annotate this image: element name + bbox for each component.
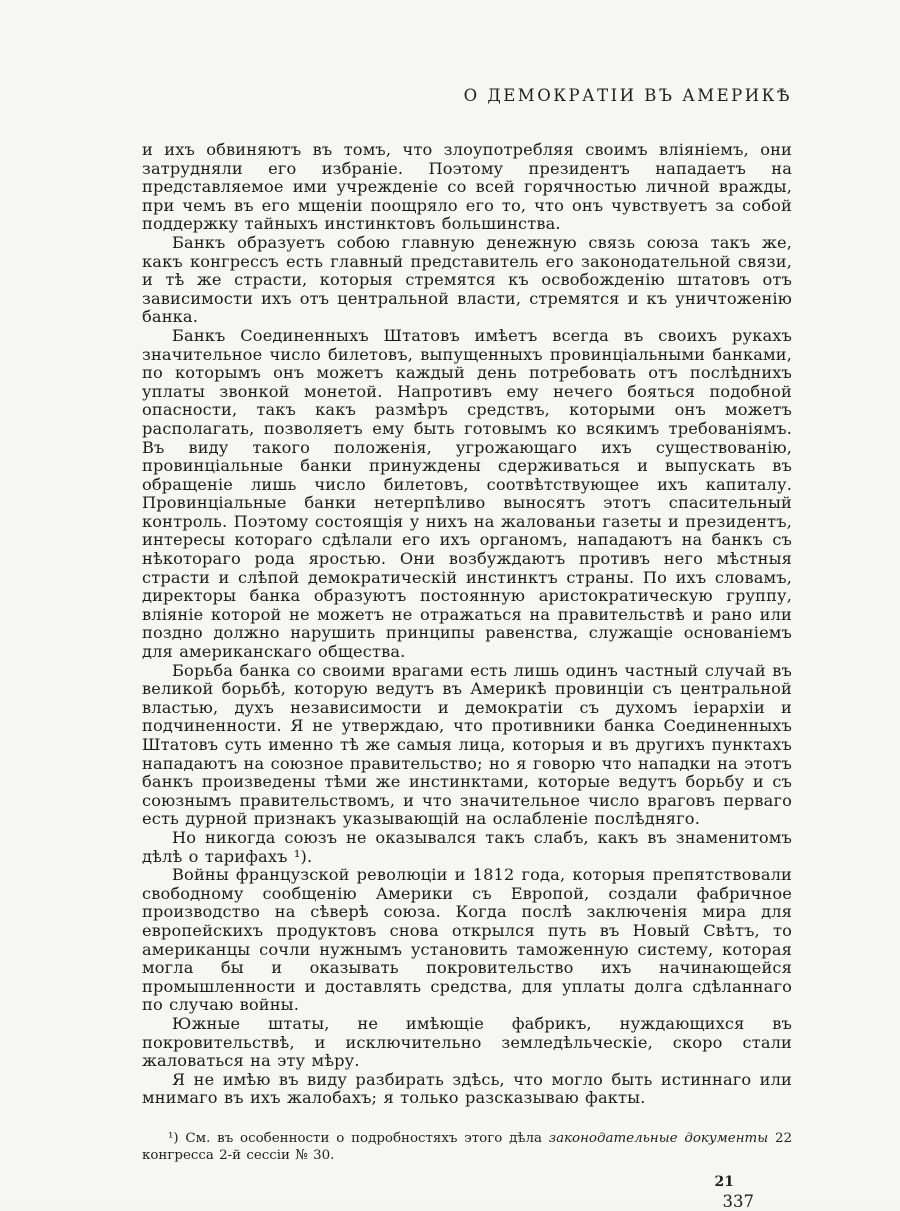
paragraph: Борьба банка со своими врагами есть лишь одинъ частный случай въ великой борьбѣ, которую ведутъ въ Америкѣ провинціи съ центральной властью, духъ независимости и демократіи съ духомъ іерархіи и подчиненности. Я не утверждаю, что противники банка Соединенныхъ Штатовъ суть именно тѣ же самыя лица, которыя и въ другихъ пунктахъ нападаютъ на союзное правительство; но я говорю что нападки на этотъ банкъ произведены тѣми же инстинктами, которые ведутъ борьбу и съ союзнымъ правительствомъ, и что значительное число враговъ перваго есть дурной признакъ указывающій на ослабленіе послѣдняго. <box>142 660 792 829</box>
paragraph: Банкъ образуетъ собою главную денежную связь союза такъ же, какъ конгрессъ есть главный представитель его законодательной связи, и тѣ же страсти, которыя стремятся къ освобожденію штатовъ отъ зависимости ихъ отъ центральной власти, стремятся и къ уничтоженію банка. <box>142 232 792 327</box>
page-number: 337 <box>722 1191 754 1211</box>
paragraph: Войны французской революціи и 1812 года, которыя препятствовали свободному сообщенію Америки съ Европой, создали фабричное производство на сѣверѣ союза. Когда послѣ заключенія мира для европейскихъ продуктовъ снова открылся путь въ Новый Свѣтъ, то американцы сочли нужнымъ установить таможенную систему, которая могла бы и оказывать покровительство ихъ начинающейся промышленности и доставлять средства, для уплаты долга сдѣланнаго по случаю войны. <box>142 865 792 1015</box>
paragraph: и ихъ обвиняютъ въ томъ, что злоупотребляя своимъ вліяніемъ, они затрудняли его избраніе. Поэтому президентъ нападаетъ на представляемое ими учрежденіе со всей горячностью личной вражды, при чемъ въ его мщеніи поощряло его то, что онъ чувствуетъ за собой поддержку тайныхъ инстинктовъ большинства. <box>142 140 792 234</box>
footnote-marker: ¹) <box>168 1130 186 1146</box>
paragraph: Я не имѣю въ виду разбирать здѣсь, что могло быть истиннаго или мнимаго въ ихъ жалобахъ; я только разсказываю факты. <box>142 1069 792 1108</box>
paragraph: Южные штаты, не имѣющіе фабрикъ, нуждающихся въ покровительствѣ, и исключительно земледѣльческіе, скоро стали жаловаться на эту мѣру. <box>142 1013 792 1071</box>
body-text <box>142 141 792 1108</box>
paragraph: Банкъ Соединенныхъ Штатовъ имѣетъ всегда въ своихъ рукахъ значительное число билетовъ, выпущенныхъ провинціальными банками, по которымъ онъ можетъ каждый день потребовать отъ послѣднихъ уплаты звонкой монетой. Напротивъ ему нечего бояться подобной опасности, такъ какъ размѣръ средствъ, которыми онъ можетъ располагать, позволяетъ ему быть готовымъ ко всякимъ требованіямъ. Въ виду такого положенія, угрожающаго ихъ существованію, провинціальные банки принуждены сдерживаться и выпускать въ обращеніе лишь число билетовъ, соотвѣтствующее ихъ капиталу. Провинціальные банки нетерпѣливо выносятъ этотъ спасительный контроль. Поэтому состоящія у нихъ на жалованьи газеты и президентъ, интересы котораго сдѣлали его ихъ органомъ, нападаютъ на банкъ съ нѣкотораго рода яростью. Они возбуждаютъ противъ него мѣстныя страсти и слѣпой демократическій инстинктъ страны. По ихъ словамъ, директоры банка образуютъ постоянную аристократическую группу, вліяніе которой не можетъ не отражаться на правительствѣ и рано или поздно должно нарушить принципы равенства, служащіе основаніемъ для американскаго общества. <box>142 325 792 662</box>
footnote-italic-citation: законодательные документы <box>548 1130 769 1146</box>
running-head: О ДЕМОКРАТІИ ВЪ АМЕРИКѢ <box>463 86 792 105</box>
footnote-text-after: 22 конгресса 2-й сессіи № 30. <box>142 1130 793 1163</box>
text-block <box>142 86 792 1211</box>
footnote-text: См. въ особенности о подробностяхъ этого дѣла <box>185 1130 549 1146</box>
paragraph: Но никогда союзъ не оказывался такъ слабъ, какъ въ знаменитомъ дѣлѣ о тарифахъ ¹). <box>142 827 792 866</box>
footnote <box>142 1130 792 1164</box>
signature-mark: 21 <box>714 1173 734 1190</box>
